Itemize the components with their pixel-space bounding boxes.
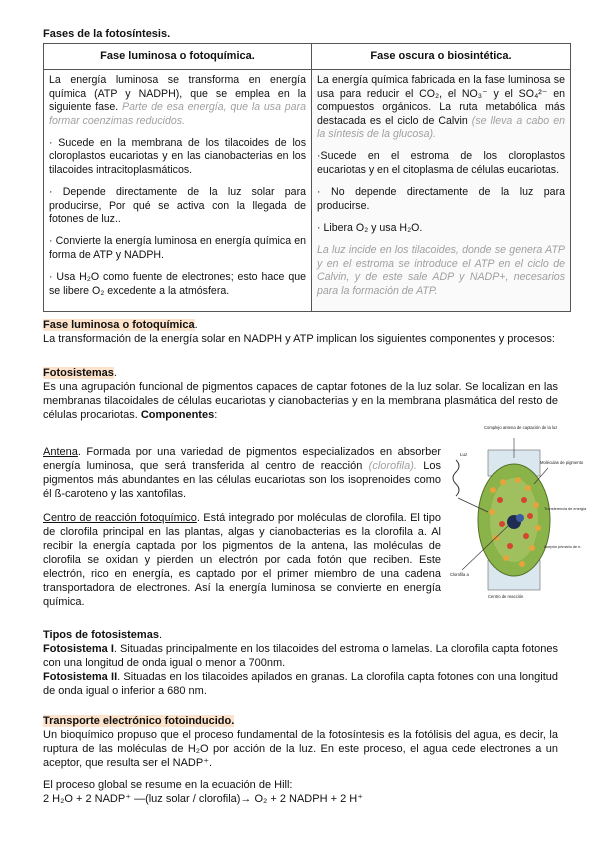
diagram-label-chl: Clorofila a	[450, 572, 469, 577]
diagram-label-top: Complejo antena de captación de la luz	[484, 425, 558, 430]
col2-header: Fase oscura o biosintética.	[312, 44, 571, 70]
page-heading: Fases de la fotosíntesis.	[43, 28, 171, 40]
diagram-label-acceptor: Aceptor primario de e-	[544, 545, 582, 549]
fotosistemas-text: Es una agrupación funcional de pigmentos capaces de captar fotones de la luz solar. Se localizan en las membranas tilacoidales de células eucariotas y cianobacterias y en la membrana plasmática del resto de células procariotas.	[43, 381, 558, 421]
section1-text: La transformación de la energía solar en NADPH y ATP implican los siguientes componentes y procesos:	[43, 333, 555, 345]
tipos-title: Tipos de fotosistemas	[43, 629, 159, 641]
col1-p3: · Depende directamente de la luz solar para producirse, Por qué se activa con la llegada de fotones de luz..	[49, 186, 306, 226]
transporte-text: Un bioquímico propuso que el proceso fundamental de la fotosíntesis es la fotólisis del agua, es decir, la ruptura de las moléculas de H₂O por acción de la luz. En este proceso, el agua cede electrones a un aceptor, que resulta ser el NADP⁺.	[43, 729, 558, 769]
section-transporte	[43, 714, 558, 806]
col2-p5: La luz incide en los tilacoides, donde se genera ATP y en el estroma se introduce el ATP en el ciclo de Calvin, y de este sale ADP y NADP+, necesarios para la formación de ATP.	[317, 244, 565, 297]
diagram-label-light: Luz	[460, 452, 468, 457]
col1-header: Fase luminosa o fotoquímica.	[44, 44, 312, 70]
fs1-label: Fotosistema I	[43, 643, 114, 655]
col2-p1: La energía química fabricada en la fase luminosa se usa para reducir el CO₂, el NO₃⁻ y el SO₄²⁻ en compuestos orgánicos. La ruta metabólica más destacada es el ciclo de Calvin (se lleva a cabo en la síntesis de la glucosa).	[317, 74, 565, 141]
fotosistemas-title: Fotosistemas	[43, 367, 114, 379]
components-label: Componentes	[140, 409, 215, 421]
antena-term: Antena	[43, 446, 78, 458]
col2-p4: · Libera O₂ y usa H₂O.	[317, 222, 423, 235]
transporte-title: Transporte electrónico fotoinducido.	[43, 715, 235, 727]
col1-p2: · Sucede en la membrana de los tilacoides de los cloroplastos eucariotas y en las cianobacterias en los tilacoides intracitoplasmáticos.	[49, 137, 306, 176]
hill-equation: 2 H₂O + 2 NADP⁺ —(luz solar / clorofila)→ O₂ + 2 NADPH + 2 H⁺	[43, 793, 363, 805]
fs2-label: Fotosistema II	[43, 671, 118, 683]
photosystem-diagram	[448, 420, 587, 602]
col1-p5: · Usa H₂O como fuente de electrones; esto hace que se libere O₂ excedente a la atmósfera.	[49, 271, 306, 297]
section1-title: Fase luminosa o fotoquímica	[43, 319, 195, 331]
section-fase-luminosa: Fase luminosa o fotoquímica. La transformación de la energía solar en NADPH y ATP implican los siguientes componentes y procesos:	[43, 318, 558, 346]
antena-paragraph: Antena. Formada por una variedad de pigmentos especializados en absorber energía luminosa, que será transferida al centro de reacción (clorofila). Los pigmentos más abundantes en las células eucariotas son los isoprenoides como él ß-caroteno y las xantofilas.	[43, 446, 441, 500]
col1-cell	[44, 70, 312, 312]
col1-p4: · Convierte la energía luminosa en energía química en forma de ATP y NADPH.	[49, 235, 306, 261]
centro-term: Centro de reacción fotoquímico	[43, 512, 197, 524]
section-fotosistemas: Fotosistemas. Es una agrupación funcional de pigmentos capaces de captar fotones de la luz solar. Se localizan en las membranas tilacoidales de células eucariotas y cianobacterias y en la membrana plasmática del resto de células procariotas. Componentes:	[43, 367, 558, 421]
diagram-label-transfer: Transferencia de energía	[544, 507, 587, 511]
centro-paragraph: Centro de reacción fotoquímico. Está integrado por moléculas de clorofila. El tipo de clorofila principal en las plantas, algas y cianobacterias es la clorofila a. Al recibir la energía captada por los pigmentos de la antena, las moléculas de clorofila se oxidan y pierden un electrón por cada fotón que reciben. Este electrón, rico en energía, es captado por el primer miembro de una cadena transportadora de electrones. Así la energía luminosa se convierte en energía química.	[43, 512, 441, 608]
col2-p3: · No depende directamente de la luz para producirse.	[317, 186, 565, 212]
col1-p1: La energía luminosa se transforma en energía química (ATP y NADPH), que se emplea en la siguiente fase. Parte de esa energía, que la usa para formar coenzimas reducidos.	[49, 74, 306, 127]
diagram-label-reaction: Centro de reacción	[488, 594, 524, 599]
hill-intro: El proceso global se resume en la ecuación de Hill:	[43, 779, 293, 791]
section-tipos: Tipos de fotosistemas. Fotosistema I. Situadas principalmente en los tilacoides del estroma o lamelas. La clorofila capta fotones con una longitud de onda igual o menor a 700nm. Fotosistema II. Situadas en los tilacoides apilados en granas. La clorofila capta fotones con una longitud de onda igual o inferior a 680 nm.	[43, 629, 558, 697]
col2-p2: ·Sucede en el estroma de los cloroplastos eucariotas y en el citoplasma de células eucariotas.	[317, 150, 565, 176]
diagram-label-molecules: Moléculas de pigmento	[540, 460, 584, 465]
col2-cell	[312, 70, 571, 312]
phases-table	[43, 43, 571, 312]
